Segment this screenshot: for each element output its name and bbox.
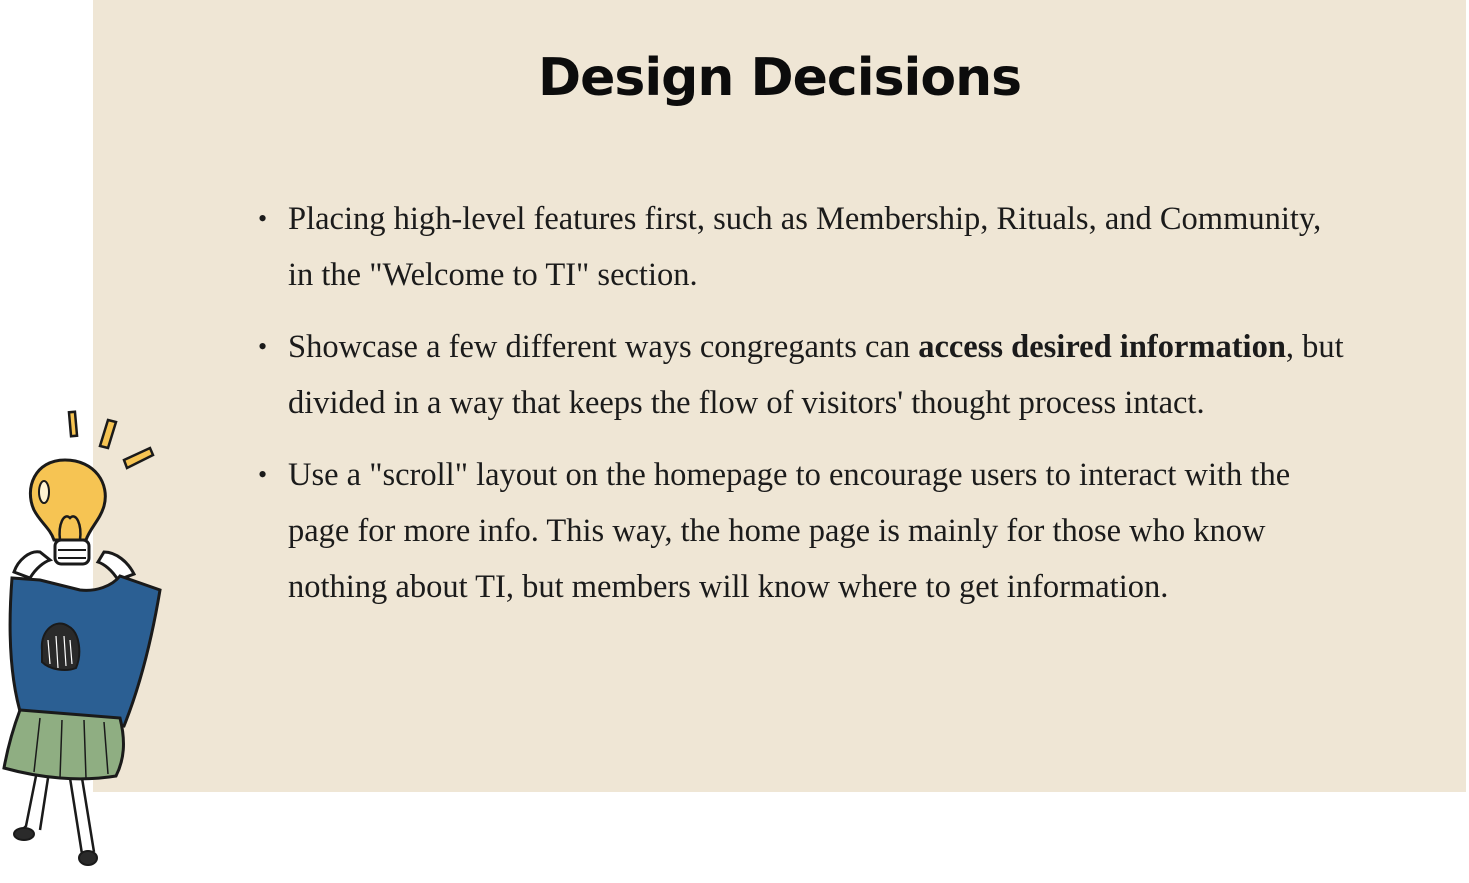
bullet-item	[254, 447, 1344, 615]
bullet-dot-icon: •	[258, 460, 268, 489]
lightbulb-icon	[30, 460, 105, 564]
bullet-text-after: , but divided in a way that keeps the flow of visitors' thought process intact.	[288, 329, 1344, 421]
bullet-dot-icon: •	[258, 332, 268, 361]
bullet-text: Use a "scroll" layout on the homepage to encourage users to interact with the page for more info. This way, the home page is mainly for those who know nothing about TI, but members will know where to get information.	[288, 457, 1291, 605]
legs-icon	[20, 776, 94, 854]
bullet-dot-icon: •	[258, 204, 268, 233]
page-title: Design Decisions	[537, 48, 1022, 108]
person-body-icon	[10, 576, 160, 726]
bullet-item	[254, 319, 1344, 431]
idea-person-illustration	[0, 400, 170, 880]
bullet-text: Placing high-level features first, such as Membership, Rituals, and Community, in the "Welcome to TI" section.	[288, 201, 1322, 293]
bullet-list	[254, 191, 1344, 631]
bullet-text: Showcase a few different ways congregants can	[288, 329, 919, 365]
bullet-emphasis: access desired information	[918, 329, 1286, 365]
bullet-item	[254, 191, 1344, 303]
shoes-icon	[14, 828, 97, 865]
idea-spark-icon	[69, 412, 153, 468]
